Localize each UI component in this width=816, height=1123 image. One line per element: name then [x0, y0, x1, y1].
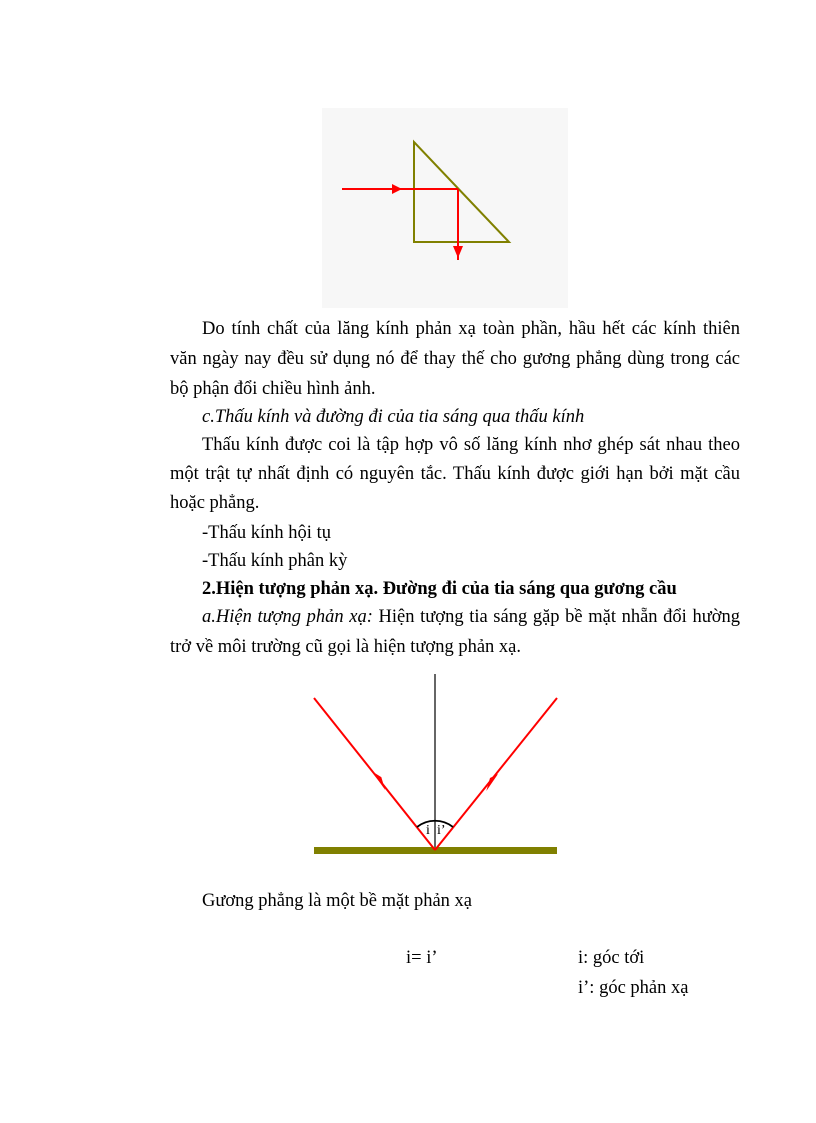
paragraph2-line1: Thấu kính được coi là tập hợp vô số lăng kính nhơ ghép sát nhau theo [202, 435, 740, 455]
legend-incidence-angle: i: góc tới [578, 948, 645, 968]
paragraph2-line2: một trật tự nhất định có nguyên tắc. Thấu kính được giới hạn bởi mặt cầu [170, 464, 740, 484]
legend-reflection-angle: i’: góc phản xạ [578, 978, 689, 998]
section-c-heading: c.Thấu kính và đường đi của tia sáng qua thấu kính [202, 407, 585, 427]
reflected-ray [435, 698, 557, 850]
paragraph2-line3: hoặc phẳng. [170, 493, 260, 513]
angle-label-i-prime: i’ [437, 823, 446, 838]
prism-figure-background [322, 108, 568, 308]
section-a-line1 [170, 604, 740, 630]
mirror-note: Gương phẳng là một bề mặt phản xạ [202, 891, 473, 911]
reflection-formula: i= i’ [406, 948, 438, 968]
reflection-diagram [300, 670, 570, 865]
incident-arrow-icon [372, 771, 386, 790]
section-2-heading: 2.Hiện tượng phản xạ. Đường đi của tia sáng qua gương cầu [202, 579, 677, 599]
prism-diagram [322, 108, 568, 308]
lens-type-converging: -Thấu kính hội tụ [202, 523, 331, 543]
paragraph1-line3: bộ phận đổi chiều hình ảnh. [170, 379, 376, 399]
angle-label-i: i [426, 823, 430, 838]
paragraph1-line2: văn ngày nay đều sử dụng nó để thay thế cho gương phẳng dùng trong các [170, 349, 740, 369]
section-a-text-line1: Hiện tượng tia sáng gặp bề mặt nhẵn đổi hường [372, 607, 740, 627]
section-a-label: a.Hiện tượng phản xạ: [202, 607, 373, 627]
section-a-line2: trở về môi trường cũ gọi là hiện tượng phản xạ. [170, 637, 521, 657]
paragraph1-line1: Do tính chất của lăng kính phản xạ toàn phần, hầu hết các kính thiên [202, 319, 740, 339]
lens-type-diverging: -Thấu kính phân kỳ [202, 551, 348, 571]
